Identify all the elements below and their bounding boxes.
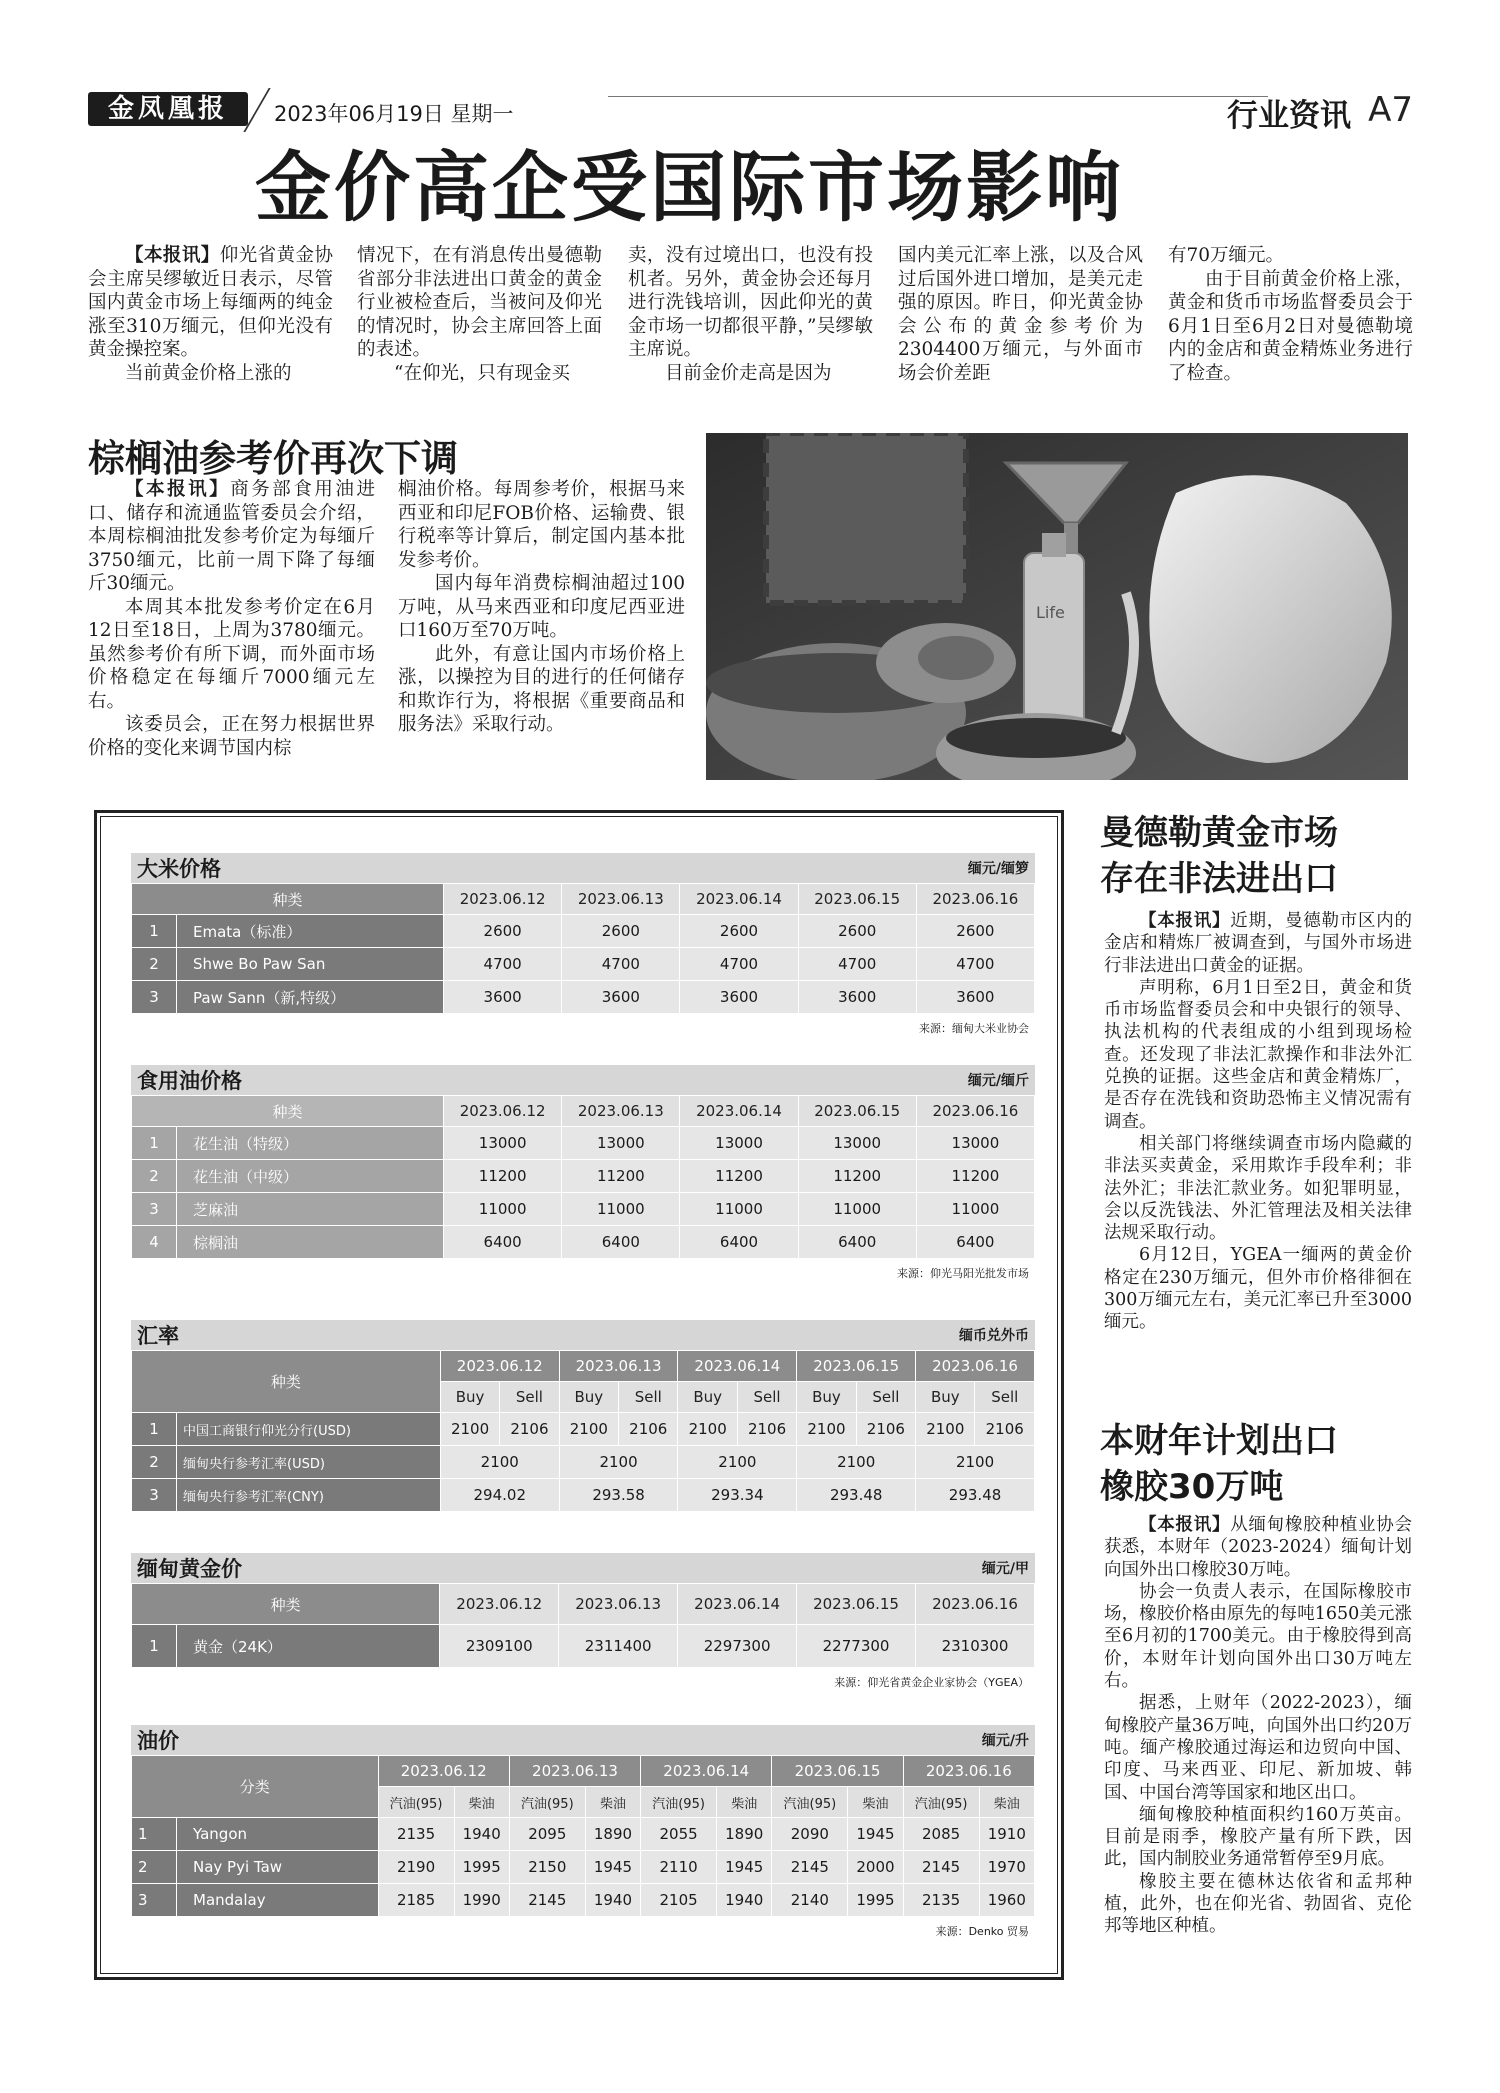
cell-value: 1945 xyxy=(586,1851,640,1883)
date-header: 2023.06.15 xyxy=(797,1351,915,1381)
cell-value: 11200 xyxy=(917,1160,1034,1192)
cell-value: 2106 xyxy=(738,1413,796,1445)
cell-value: 1890 xyxy=(717,1818,771,1850)
cell-value: 1995 xyxy=(848,1884,902,1916)
table-title: 食用油价格 xyxy=(137,1068,242,1093)
mandalay-text: 声明称，6月1日至2日，黄金和货币市场监督委员会和中央银行的领导、执法机构的代表组成的小组到现场检查。还发现了非法汇款操作和非法外汇兑换的证据。这些金店和黄金精炼厂，是否存在洗钱和资助恐怖主义情况需有调查。 xyxy=(1104,977,1412,1132)
edible-oil-price-table xyxy=(131,1065,1035,1281)
date-header: 2023.06.12 xyxy=(444,1096,561,1126)
table-row xyxy=(132,948,1034,980)
buy-header: Buy xyxy=(441,1382,499,1412)
cell-value: 293.48 xyxy=(797,1479,915,1511)
row-index: 2 xyxy=(132,948,176,980)
row-index: 3 xyxy=(132,1884,176,1916)
row-index: 2 xyxy=(132,1160,176,1192)
palm-text: 商务部食用油进口、储存和流通监管委员会介绍，本周棕榈油批发参考价定为每缅斤3750缅元，比前一周下降了每缅斤30缅元。 xyxy=(88,479,375,594)
cell-value: 6400 xyxy=(799,1226,916,1258)
cell-value: 11200 xyxy=(562,1160,679,1192)
palm-text: 国内每年消费棕榈油超过100万吨，从马来西亚和印度尼西亚进口160万至70万吨。 xyxy=(398,573,685,641)
bottle-label: Life xyxy=(1036,603,1065,622)
row-label: 缅甸央行参考汇率(CNY) xyxy=(177,1479,440,1511)
rubber-article xyxy=(1104,1514,1412,1938)
date-header: 2023.06.14 xyxy=(678,1584,796,1624)
cell-value: 2110 xyxy=(641,1851,716,1883)
row-label: 缅甸央行参考汇率(USD) xyxy=(177,1446,440,1478)
date-header: 2023.06.12 xyxy=(444,884,561,914)
fuel-table xyxy=(131,1755,1035,1917)
sell-header: Sell xyxy=(738,1382,796,1412)
row-label: Shwe Bo Paw San xyxy=(177,948,443,980)
cell-value: 2106 xyxy=(500,1413,558,1445)
cell-value: 2145 xyxy=(904,1851,979,1883)
date-header: 2023.06.16 xyxy=(917,884,1034,914)
sell-header: Sell xyxy=(975,1382,1034,1412)
diesel-header: 柴油 xyxy=(980,1787,1034,1817)
row-index: 1 xyxy=(132,1818,176,1850)
mandalay-headline xyxy=(1100,810,1338,902)
rubber-text: 据悉，上财年（2022-2023），缅甸橡胶产量36万吨，向国外出口约20万吨。缅产橡胶通过海运和边贸向中国、印度、马来西亚、印尼、新加坡、韩国、中国台湾等国家和地区出口。 xyxy=(1104,1693,1412,1803)
cell-value: 3600 xyxy=(799,981,916,1013)
table-header-bar xyxy=(131,1320,1035,1350)
lead-col-3 xyxy=(628,244,873,385)
row-index: 4 xyxy=(132,1226,176,1258)
rubber-kicker: 【本报讯】 xyxy=(1139,1515,1231,1535)
headline-line: 存在非法进出口 xyxy=(1100,859,1338,899)
row-index: 1 xyxy=(132,1127,176,1159)
table-header-bar xyxy=(131,1065,1035,1095)
row-index: 1 xyxy=(132,915,176,947)
cell-value: 4700 xyxy=(917,948,1034,980)
table-row xyxy=(132,1413,1034,1445)
cell-value: 11200 xyxy=(799,1160,916,1192)
cell-value: 2106 xyxy=(975,1413,1034,1445)
cell-value: 2135 xyxy=(379,1818,454,1850)
cell-value: 2297300 xyxy=(678,1625,796,1667)
headline-line: 曼德勒黄金市场 xyxy=(1100,813,1338,853)
cell-value: 2106 xyxy=(857,1413,915,1445)
row-index: 3 xyxy=(132,981,176,1013)
rubber-text: 缅甸橡胶种植面积约160万英亩。目前是雨季，橡胶产量有所下跌，因此，国内制胶业务通常暂停至9月底。 xyxy=(1104,1804,1412,1870)
table-header-bar xyxy=(131,1553,1035,1583)
cell-value: 2140 xyxy=(772,1884,847,1916)
sell-header: Sell xyxy=(857,1382,915,1412)
rice-price-table xyxy=(131,853,1035,1036)
table-row xyxy=(132,1479,1034,1511)
row-label: 芝麻油 xyxy=(177,1193,443,1225)
date-header: 2023.06.15 xyxy=(772,1756,902,1786)
cell-value: 1945 xyxy=(717,1851,771,1883)
cell-value: 2100 xyxy=(441,1413,499,1445)
cell-value: 2100 xyxy=(441,1446,559,1478)
headline-line: 本财年计划出口 xyxy=(1100,1421,1338,1461)
cell-value: 13000 xyxy=(799,1127,916,1159)
palm-oil-headline: 棕榈油参考价再次下调 xyxy=(88,437,458,480)
cell-value: 1990 xyxy=(455,1884,509,1916)
table-unit: 缅元/缅斤 xyxy=(967,1073,1029,1089)
table-row xyxy=(132,1226,1034,1258)
column-header: 分类 xyxy=(132,1756,378,1817)
date-header: 2023.06.14 xyxy=(678,1351,796,1381)
cell-value: 13000 xyxy=(562,1127,679,1159)
diesel-header: 柴油 xyxy=(586,1787,640,1817)
table-header-bar xyxy=(131,853,1035,883)
cell-value: 11000 xyxy=(799,1193,916,1225)
table-row xyxy=(132,1884,1034,1916)
cell-value: 4700 xyxy=(444,948,561,980)
rice-table xyxy=(131,883,1035,1014)
cell-value: 6400 xyxy=(680,1226,797,1258)
lead-text: “在仰光，只有现金买 xyxy=(394,362,570,384)
table-title: 汇率 xyxy=(137,1323,179,1348)
exchange-rate-table xyxy=(131,1320,1035,1512)
section-name: 行业资讯 xyxy=(1227,98,1351,134)
column-header: 种类 xyxy=(132,1096,443,1126)
row-index: 1 xyxy=(132,1413,176,1445)
date-header: 2023.06.13 xyxy=(562,1096,679,1126)
sell-header: Sell xyxy=(619,1382,677,1412)
column-header: 种类 xyxy=(132,1584,439,1624)
row-index: 1 xyxy=(132,1625,176,1667)
table-source: 来源：仰光马阳光批发市场 xyxy=(897,1267,1029,1280)
diesel-header: 柴油 xyxy=(717,1787,771,1817)
row-label: Yangon xyxy=(177,1818,378,1850)
gold-price-table xyxy=(131,1553,1035,1690)
cell-value: 11000 xyxy=(917,1193,1034,1225)
cell-value: 13000 xyxy=(917,1127,1034,1159)
gasoline-header: 汽油(95) xyxy=(379,1787,454,1817)
cell-value: 2095 xyxy=(510,1818,585,1850)
rubber-text: 协会一负责人表示，在国际橡胶市场，橡胶价格由原先的每吨1650美元涨至6月初的1700美元。由于橡胶得到高价，本财年计划向国外出口30万吨左右。 xyxy=(1104,1581,1412,1692)
lead-text: 有70万缅元。 xyxy=(1168,245,1285,266)
cell-value: 1970 xyxy=(980,1851,1034,1883)
cell-value: 2145 xyxy=(772,1851,847,1883)
cell-value: 2105 xyxy=(641,1884,716,1916)
table-row xyxy=(132,1160,1034,1192)
mandalay-text: 相关部门将继续调查市场内隐藏的非法买卖黄金，采用欺诈手段牟利；非法外汇；非法汇款业务。如犯罪明显，会以反洗钱法、外汇管理法及相关法律法规采取行动。 xyxy=(1104,1133,1412,1244)
cell-value: 1940 xyxy=(586,1884,640,1916)
date-header: 2023.06.13 xyxy=(510,1756,640,1786)
table-source: 来源：缅甸大米业协会 xyxy=(919,1022,1029,1035)
cell-value: 1890 xyxy=(586,1818,640,1850)
lead-text: 卖，没有过境出口，也没有投机者。另外，黄金协会还每月进行洗钱培训，因此仰光的黄金市场一切都很平静，”吴缪敏主席说。 xyxy=(628,245,873,360)
date-header: 2023.06.16 xyxy=(904,1756,1034,1786)
column-header: 种类 xyxy=(132,1351,440,1412)
cell-value: 2100 xyxy=(560,1413,618,1445)
cell-value: 2185 xyxy=(379,1884,454,1916)
row-label: Mandalay xyxy=(177,1884,378,1916)
date-header: 2023.06.15 xyxy=(799,1096,916,1126)
cell-value: 2100 xyxy=(678,1446,796,1478)
cell-value: 1945 xyxy=(848,1818,902,1850)
cell-value: 2100 xyxy=(797,1413,855,1445)
cell-value: 2100 xyxy=(916,1413,974,1445)
date-header: 2023.06.13 xyxy=(559,1584,677,1624)
row-label: 黄金（24K） xyxy=(177,1625,439,1667)
palm-col-1 xyxy=(88,478,375,760)
palm-kicker: 【本报讯】 xyxy=(125,479,231,500)
table-header-bar xyxy=(131,1725,1035,1755)
table-title: 大米价格 xyxy=(137,856,221,881)
photo-illustration xyxy=(706,433,1408,780)
gasoline-header: 汽油(95) xyxy=(510,1787,585,1817)
cell-value: 1940 xyxy=(455,1818,509,1850)
cell-value: 13000 xyxy=(444,1127,561,1159)
table-row xyxy=(132,1851,1034,1883)
gold-table xyxy=(131,1583,1035,1668)
date-header: 2023.06.16 xyxy=(916,1351,1034,1381)
rubber-text: 从缅甸橡胶种植业协会获悉，本财年（2023-2024）缅甸计划向国外出口橡胶30万吨。 xyxy=(1104,1515,1412,1580)
issue-date: 2023年06月19日 星期一 xyxy=(274,102,514,126)
table-unit: 缅元/升 xyxy=(981,1733,1029,1749)
row-label: 花生油（特级） xyxy=(177,1127,443,1159)
page-number: A7 xyxy=(1368,90,1413,130)
column-header: 种类 xyxy=(132,884,443,914)
lead-col-4 xyxy=(898,244,1143,385)
buy-header: Buy xyxy=(797,1382,855,1412)
cell-value: 4700 xyxy=(562,948,679,980)
cell-value: 3600 xyxy=(917,981,1034,1013)
lead-text: 仰光省黄金协会主席吴缪敏近日表示，尽管国内黄金市场上每缅两的纯金涨至310万缅元，但仰光没有黄金操控案。 xyxy=(88,245,333,360)
diesel-header: 柴油 xyxy=(848,1787,902,1817)
mandalay-kicker: 【本报讯】 xyxy=(1139,911,1231,931)
cell-value: 2600 xyxy=(799,915,916,947)
date-header: 2023.06.16 xyxy=(916,1584,1034,1624)
palm-text: 本周其本批发参考价定在6月12日至18日，上周为3780缅元。虽然参考价有所下调，而外面市场价格稳定在每缅斤7000缅元左右。 xyxy=(88,596,375,712)
cell-value: 2311400 xyxy=(559,1625,677,1667)
cell-value: 2190 xyxy=(379,1851,454,1883)
row-index: 2 xyxy=(132,1851,176,1883)
table-title: 缅甸黄金价 xyxy=(137,1556,242,1581)
palm-text: 此外，有意让国内市场价格上涨，以操控为目的进行的任何储存和欺诈行为，将根据《重要商品和服务法》采取行动。 xyxy=(398,643,685,735)
palm-text: 该委员会，正在努力根据世界价格的变化来调节国内棕 xyxy=(88,714,375,759)
date-header: 2023.06.12 xyxy=(441,1351,559,1381)
date-header: 2023.06.14 xyxy=(680,884,797,914)
cell-value: 2106 xyxy=(619,1413,677,1445)
sell-header: Sell xyxy=(500,1382,558,1412)
buy-header: Buy xyxy=(678,1382,736,1412)
table-row xyxy=(132,981,1034,1013)
cell-value: 11200 xyxy=(680,1160,797,1192)
palm-text: 榈油价格。每周参考价，根据马来西亚和印尼FOB价格、运输费、银行税率等计算后，制定国内基本批发参考价。 xyxy=(398,479,685,571)
oil-table xyxy=(131,1095,1035,1259)
table-unit: 缅币兑外币 xyxy=(959,1328,1029,1344)
date-header: 2023.06.14 xyxy=(641,1756,771,1786)
masthead xyxy=(88,88,1413,134)
cell-value: 1940 xyxy=(717,1884,771,1916)
lead-text: 目前金价走高是因为 xyxy=(665,362,832,384)
row-label: Emata（标准） xyxy=(177,915,443,947)
cell-value: 2000 xyxy=(848,1851,902,1883)
cell-value: 2055 xyxy=(641,1818,716,1850)
cell-value: 11200 xyxy=(444,1160,561,1192)
cell-value: 2100 xyxy=(797,1446,915,1478)
lead-text: 情况下，在有消息传出曼德勒省部分非法进出口黄金的黄金行业被检查后，当被问及仰光的情况时，协会主席回答上面的表述。 xyxy=(357,245,602,360)
cell-value: 2600 xyxy=(562,915,679,947)
cell-value: 4700 xyxy=(680,948,797,980)
cell-value: 294.02 xyxy=(441,1479,559,1511)
lead-col-1 xyxy=(88,244,333,385)
date-header: 2023.06.13 xyxy=(560,1351,678,1381)
cell-value: 4700 xyxy=(799,948,916,980)
lead-text: 当前黄金价格上涨的 xyxy=(125,362,292,384)
date-header: 2023.06.15 xyxy=(799,884,916,914)
cell-value: 6400 xyxy=(562,1226,679,1258)
date-header: 2023.06.12 xyxy=(440,1584,558,1624)
cell-value: 2150 xyxy=(510,1851,585,1883)
cell-value: 11000 xyxy=(444,1193,561,1225)
lead-text: 国内美元汇率上涨，以及合风过后国外进口增加，是美元走强的原因。昨日，仰光黄金协会公布的黄金参考价为2304400万缅元，与外面市场会价差距 xyxy=(898,245,1143,384)
cell-value: 2100 xyxy=(678,1413,736,1445)
cell-value: 6400 xyxy=(917,1226,1034,1258)
gasoline-header: 汽油(95) xyxy=(904,1787,979,1817)
main-headline: 金价高企受国际市场影响 xyxy=(255,143,1124,232)
date-header: 2023.06.12 xyxy=(379,1756,509,1786)
gasoline-header: 汽油(95) xyxy=(641,1787,716,1817)
row-label: 花生油（中级） xyxy=(177,1160,443,1192)
cell-value: 1995 xyxy=(455,1851,509,1883)
table-row xyxy=(132,1625,1034,1667)
buy-header: Buy xyxy=(916,1382,974,1412)
date-header: 2023.06.13 xyxy=(562,884,679,914)
row-index: 2 xyxy=(132,1446,176,1478)
cell-value: 13000 xyxy=(680,1127,797,1159)
row-label: 中国工商银行仰光分行(USD) xyxy=(177,1413,440,1445)
headline-line: 橡胶30万吨 xyxy=(1100,1467,1284,1507)
table-source: 来源：仰光省黄金企业家协会（YGEA） xyxy=(834,1676,1029,1689)
lead-col-5 xyxy=(1168,244,1413,385)
cell-value: 293.34 xyxy=(678,1479,796,1511)
date-header: 2023.06.15 xyxy=(797,1584,915,1624)
diesel-header: 柴油 xyxy=(455,1787,509,1817)
table-unit: 缅元/缅箩 xyxy=(967,861,1029,877)
cell-value: 2309100 xyxy=(440,1625,558,1667)
row-label: Nay Pyi Taw xyxy=(177,1851,378,1883)
cell-value: 2085 xyxy=(904,1818,979,1850)
date-header: 2023.06.14 xyxy=(680,1096,797,1126)
date-header: 2023.06.16 xyxy=(917,1096,1034,1126)
table-unit: 缅元/甲 xyxy=(981,1561,1029,1577)
palm-col-2 xyxy=(398,478,685,737)
cell-value: 2145 xyxy=(510,1884,585,1916)
row-index: 3 xyxy=(132,1479,176,1511)
mandalay-article xyxy=(1104,910,1412,1334)
row-label: 棕榈油 xyxy=(177,1226,443,1258)
buy-header: Buy xyxy=(560,1382,618,1412)
cell-value: 2100 xyxy=(560,1446,678,1478)
fx-table xyxy=(131,1350,1035,1512)
rubber-headline xyxy=(1100,1418,1338,1510)
cell-value: 11000 xyxy=(680,1193,797,1225)
cell-value: 2600 xyxy=(444,915,561,947)
cell-value: 2600 xyxy=(917,915,1034,947)
cell-value: 2310300 xyxy=(916,1625,1034,1667)
cell-value: 2277300 xyxy=(797,1625,915,1667)
table-row xyxy=(132,1446,1034,1478)
cell-value: 1910 xyxy=(980,1818,1034,1850)
cell-value: 6400 xyxy=(444,1226,561,1258)
cell-value: 3600 xyxy=(562,981,679,1013)
header-rule xyxy=(608,96,1268,97)
rubber-text: 橡胶主要在德林达依省和孟邦种植，此外，也在仰光省、勃固省、克伦邦等地区种植。 xyxy=(1104,1871,1412,1937)
gasoline-header: 汽油(95) xyxy=(772,1787,847,1817)
palm-oil-photo xyxy=(706,433,1408,780)
lead-kicker: 【本报讯】 xyxy=(125,245,220,266)
fuel-price-table xyxy=(131,1725,1035,1939)
market-data-panel xyxy=(94,810,1064,1980)
row-label: Paw Sann（新,特级） xyxy=(177,981,443,1013)
cell-value: 293.48 xyxy=(916,1479,1034,1511)
cell-value: 11000 xyxy=(562,1193,679,1225)
table-row xyxy=(132,915,1034,947)
row-index: 3 xyxy=(132,1193,176,1225)
cell-value: 2090 xyxy=(772,1818,847,1850)
table-row xyxy=(132,1127,1034,1159)
lead-text: 由于目前黄金价格上涨，黄金和货币市场监督委员会于6月1日至6月2日对曼德勒境内的金店和黄金精炼业务进行了检查。 xyxy=(1168,268,1413,384)
cell-value: 2100 xyxy=(916,1446,1034,1478)
newspaper-logo: 金凤凰报 xyxy=(88,92,248,126)
table-source: 来源：Denko 贸易 xyxy=(935,1925,1029,1938)
cell-value: 2135 xyxy=(904,1884,979,1916)
table-title: 油价 xyxy=(137,1728,179,1753)
cell-value: 293.58 xyxy=(560,1479,678,1511)
cell-value: 3600 xyxy=(680,981,797,1013)
mandalay-text: 近期，曼德勒市区内的金店和精炼厂被调查到，与国外市场进行非法进出口黄金的证据。 xyxy=(1104,911,1412,976)
lead-col-2 xyxy=(357,244,602,385)
mandalay-text: 6月12日，YGEA一缅两的黄金价格定在230万缅元，但外市价格徘徊在300万缅元左右，美元汇率已升至3000缅元。 xyxy=(1104,1245,1412,1333)
cell-value: 3600 xyxy=(444,981,561,1013)
table-row xyxy=(132,1818,1034,1850)
cell-value: 2600 xyxy=(680,915,797,947)
cell-value: 1960 xyxy=(980,1884,1034,1916)
table-row xyxy=(132,1193,1034,1225)
